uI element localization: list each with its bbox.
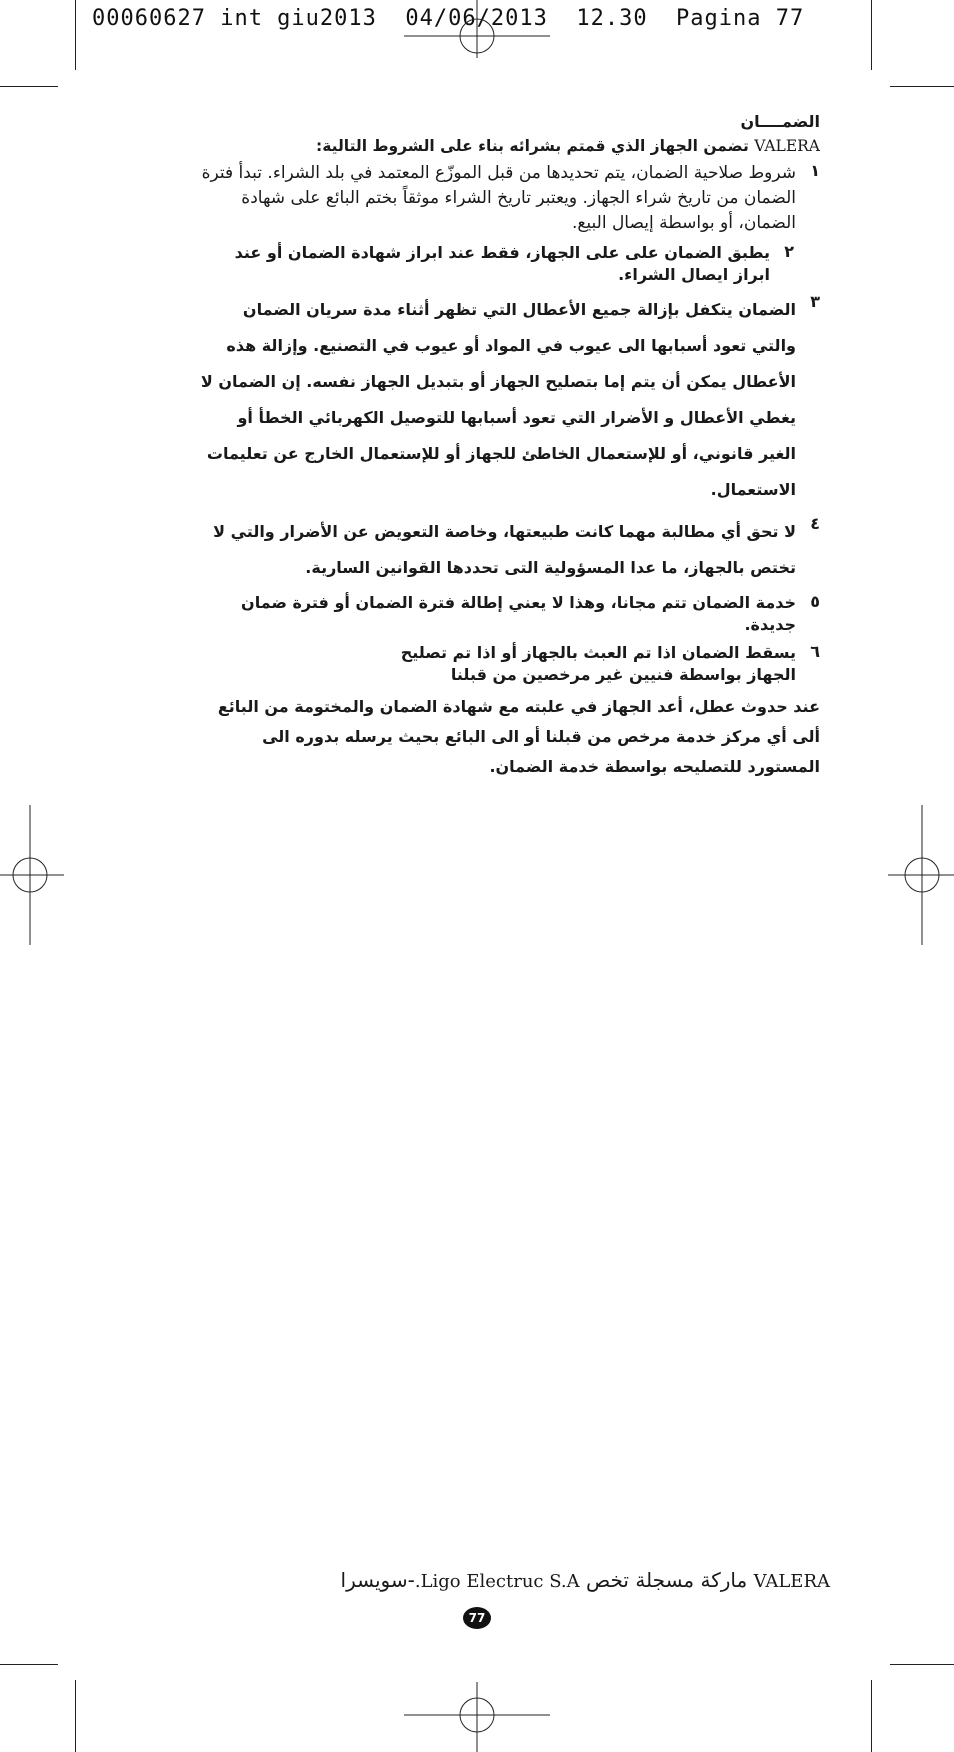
- print-slug: 00060627 int giu2013 04/06/2013 12.30 Pagina 77: [92, 6, 805, 31]
- warranty-item-2: [200, 242, 794, 286]
- item-text: خدمة الضمان تتم مجانا، وهذا لا يعني إطالة فترة الضمان أو فترة ضمان جديدة.: [241, 593, 796, 634]
- intro-line: [200, 137, 820, 155]
- item-text: شروط صلاحية الضمان، يتم تحديدها من قبل الموزّع المعتمد في بلد الشراء. تبدأ فترة الضمان من تاريخ شراء الجهاز. ويعتبر تاريخ الشراء موثقاً بختم البائع على شهادة الضمان، أو بواسطة إيصال البيع.: [201, 163, 796, 233]
- item-number: ٣: [810, 292, 820, 311]
- item-text: الضمان يتكفل بإزالة جميع الأعطال التي تظهر أثناء مدة سريان الضمان والتي تعود أسبابها الى عيوب في المواد أو عيوب في التصنيع. وإزالة هذه الأعطال يمكن أن يتم إما بتصليح الجهاز أو بتبديل الجهاز نفسه. إن الضمان لا يغطي الأعطال و الأضرار التي تعود أسبابها للتوصيل الكهربائي الخطأ أو الغير قانوني، أو للإستعمال الخاطئ للجهاز أو للإستعمال الخارج عن تعليمات الاستعمال.: [200, 300, 796, 499]
- item-text: يسقط الضمان اذا تم العبث بالجهاز أو اذا تم تصليح الجهاز بواسطة فنيين غير مرخصين من قبلنا: [400, 643, 796, 684]
- warranty-item-4: [200, 514, 820, 586]
- crop-mark-bottom-right-vertical: [871, 1680, 872, 1752]
- crop-mark-bottom-right-horizontal: [890, 1664, 954, 1665]
- trademark-footer: [340, 1568, 830, 1592]
- warranty-item-5: [200, 592, 820, 636]
- registration-mark-left: [0, 805, 64, 945]
- footer-arabic-mid: ماركة مسجلة تخص: [586, 1568, 748, 1592]
- warranty-item-6: [200, 642, 820, 686]
- crop-mark-top-left-vertical: [75, 0, 76, 70]
- intro-brand: VALERA: [754, 137, 820, 155]
- item-number: ١: [810, 161, 820, 180]
- footer-arabic-end: -سويسرا: [340, 1568, 415, 1592]
- registration-mark-bottom: [404, 1682, 550, 1752]
- service-note: عند حدوث عطل، أعد الجهاز في علبته مع شهادة الضمان والمختومة من البائع ألى أي مركز خدمة مرخص من قبلنا أو الى البائع بحيث يرسله بدوره الى المستورد للتصليحه بواسطة خدمة الضمان.: [217, 697, 820, 776]
- item-number: ٥: [810, 592, 820, 611]
- crop-mark-bottom-left-horizontal: [0, 1664, 58, 1665]
- footer-brand: VALERA: [753, 1571, 830, 1592]
- crop-mark-bottom-left-vertical: [75, 1680, 76, 1752]
- section-title: الضمــــان: [740, 112, 820, 131]
- warranty-item-1: [200, 161, 820, 236]
- item-text: يطبق الضمان على على الجهاز، فقط عند ابراز شهادة الضمان أو عند ابراز ايصال الشراء.: [234, 243, 770, 284]
- crop-mark-top-right-horizontal: [890, 86, 954, 87]
- item-number: ٢: [784, 242, 794, 261]
- warranty-section: [200, 112, 820, 782]
- item-number: ٦: [810, 642, 820, 661]
- crop-mark-top-right-vertical: [871, 0, 872, 70]
- registration-mark-right: [888, 805, 954, 945]
- item-number: ٤: [810, 514, 820, 533]
- intro-text: تضمن الجهاز الذي قمتم بشرائه بناء على الشروط التالية:: [316, 137, 749, 155]
- registration-mark-top: [404, 0, 550, 58]
- item-text: لا تحق أي مطالبة مهما كانت طبيعتها، وخاصة التعويض عن الأضرار والتي لا تختص بالجهاز، ما عدا المسؤولية التى تحددها القوانين السارية.: [213, 522, 796, 577]
- footer-company: Ligo Electruc S.A.: [414, 1571, 580, 1592]
- crop-mark-top-left-horizontal: [0, 86, 58, 87]
- warranty-item-3: [200, 292, 820, 508]
- page-number-badge: 77: [463, 1607, 491, 1629]
